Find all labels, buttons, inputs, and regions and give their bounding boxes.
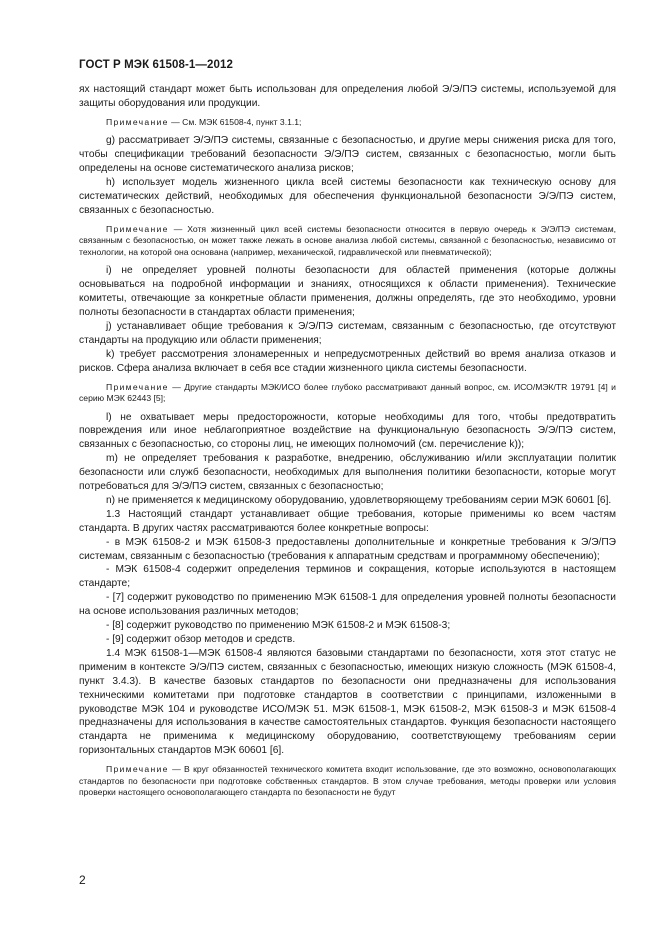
note-1	[79, 117, 616, 129]
dash-item: - в МЭК 61508-2 и МЭК 61508-3 предоставлены дополнительные и конкретные требования к Э/Э/ПЭ системам, связанным с безопасностью (требования к аппаратным средствам и программному обеспечению);	[79, 536, 616, 562]
note-3	[79, 382, 616, 405]
page-number: 2	[79, 873, 86, 887]
note-2	[79, 224, 616, 259]
note-label: Примечание	[106, 381, 169, 392]
list-item-j: j) устанавливает общие требования к Э/Э/ПЭ системам, связанным с безопасностью, где отсутствуют стандарты на продукцию или области применения;	[79, 320, 616, 346]
list-item-n: n) не применяется к медицинскому оборудованию, удовлетворяющему требованиям серии МЭК 60601 [6].	[106, 494, 612, 506]
note-text: — Другие стандарты МЭК/ИСО более глубоко рассматривают данный вопрос, см. ИСО/МЭК/TR 19791 [4] и серию МЭК 62443 [5];	[79, 381, 616, 403]
note-text: — См. МЭК 61508-4, пункт 3.1.1;	[171, 116, 302, 127]
note-text: — Хотя жизненный цикл всей системы безопасности относится в первую очередь к Э/Э/ПЭ системам, связанным с безопасностью, он может также лежать в основе анализа любой системы, связанной с безопасностью, независимо от технологии, на которой она основана (например, механической, гидравлической или пневматической);	[79, 223, 616, 257]
note-label: Примечание	[106, 764, 169, 775]
list-item-i: i) не определяет уровней полноты безопасности для областей применения (которые должны основываться на подробной информации и знаниях, относящихся к области применения). Технические комитеты, отвечающие за конкретные области применения, должны определять, где это необходимо, уровни полноты безопасности в стандартах области применения;	[79, 265, 616, 318]
list-item-m: m) не определяет требования к разработке, внедрению, обслуживанию и/или эксплуатации политик безопасности или служб безопасности, необходимых для выполнения политики безопасности, которые могут потребоваться для Э/Э/ПЭ систем, связанных с безопасностью;	[79, 453, 616, 493]
list-item-k: k) требует рассмотрения злонамеренных и непредусмотренных действий во время анализа отказов и рисков. Сфера анализа включает в себя все стадии жизненного цикла системы безопасности.	[79, 348, 616, 374]
document-header: ГОСТ Р МЭК 61508-1—2012	[79, 59, 233, 71]
paragraph-continuation: ях настоящий стандарт может быть использован для определения любой Э/Э/ПЭ системы, используемой для защиты оборудования или продукции.	[79, 84, 616, 109]
list-item-g: g) рассматривает Э/Э/ПЭ системы, связанные с безопасностью, и другие меры снижения риска для того, чтобы спецификации требований безопасности Э/Э/ПЭ систем, связанных с безопасностью, могли быть определены на основе систематического анализа рисков;	[79, 135, 616, 175]
note-4	[79, 764, 616, 799]
note-label: Примечание	[106, 223, 169, 234]
page-body	[79, 83, 616, 799]
dash-item: - [8] содержит руководство по применению МЭК 61508-2 и МЭК 61508-3;	[106, 620, 451, 632]
section-1-3: 1.3 Настоящий стандарт устанавливает общие требования, которые применимы ко всем частям стандарта. В других частях рассматриваются более конкретные вопросы:	[79, 508, 616, 534]
dash-item: - МЭК 61508-4 содержит определения терминов и сокращения, которые используются в настоящем стандарте;	[79, 564, 616, 590]
dash-item: - [7] содержит руководство по применению МЭК 61508-1 для определения уровней полноты безопасности на основе использования различных методов;	[79, 592, 616, 618]
list-item-h: h) использует модель жизненного цикла всей системы безопасности как техническую основу для систематических действий, необходимых для обеспечения функциональной безопасности Э/Э/ПЭ систем, связанных с безопасностью.	[79, 177, 616, 216]
note-label: Примечание	[106, 116, 169, 127]
dash-item: - [9] содержит обзор методов и средств.	[106, 634, 296, 645]
note-text: — В круг обязанностей технического комитета входит использование, где это возможно, основополагающих стандартов по безопасности при подготовке собственных стандартов. В этом случае требования, методы проверки или условия проверки настоящего основополагающего стандарта по безопасности не будут	[79, 764, 616, 798]
section-1-4: 1.4 МЭК 61508-1—МЭК 61508-4 являются базовыми стандартами по безопасности, хотя этот статус не применим в контексте Э/Э/ПЭ систем, связанных с безопасностью, имеющих низкую сложность (МЭК 61508-4, пункт 3.4.3). В качестве базовых стандартов по безопасности они предназначены для использования техническими комитетами при подготовке стандартов в соответствии с принципами, изложенными в руководстве МЭК 104 и руководстве ИСО/МЭК 51. МЭК 61508-1, МЭК 61508-2, МЭК 61508-3 и МЭК 61508-4 предназначены для использования в качестве самостоятельных стандартов. Функция безопасности настоящего стандарта не применима к медицинскому оборудованию, соответствующему требованиям серии горизонтальных стандартов МЭК 60601 [6].	[79, 647, 616, 757]
list-item-l: l) не охватывает меры предосторожности, которые необходимы для того, чтобы предотвратить повреждения или иное неблагоприятное воздействие на функциональную безопасность Э/Э/ПЭ систем, связанных с безопасностью, со стороны лиц, не имеющих полномочий (см. перечисление k));	[79, 411, 616, 451]
